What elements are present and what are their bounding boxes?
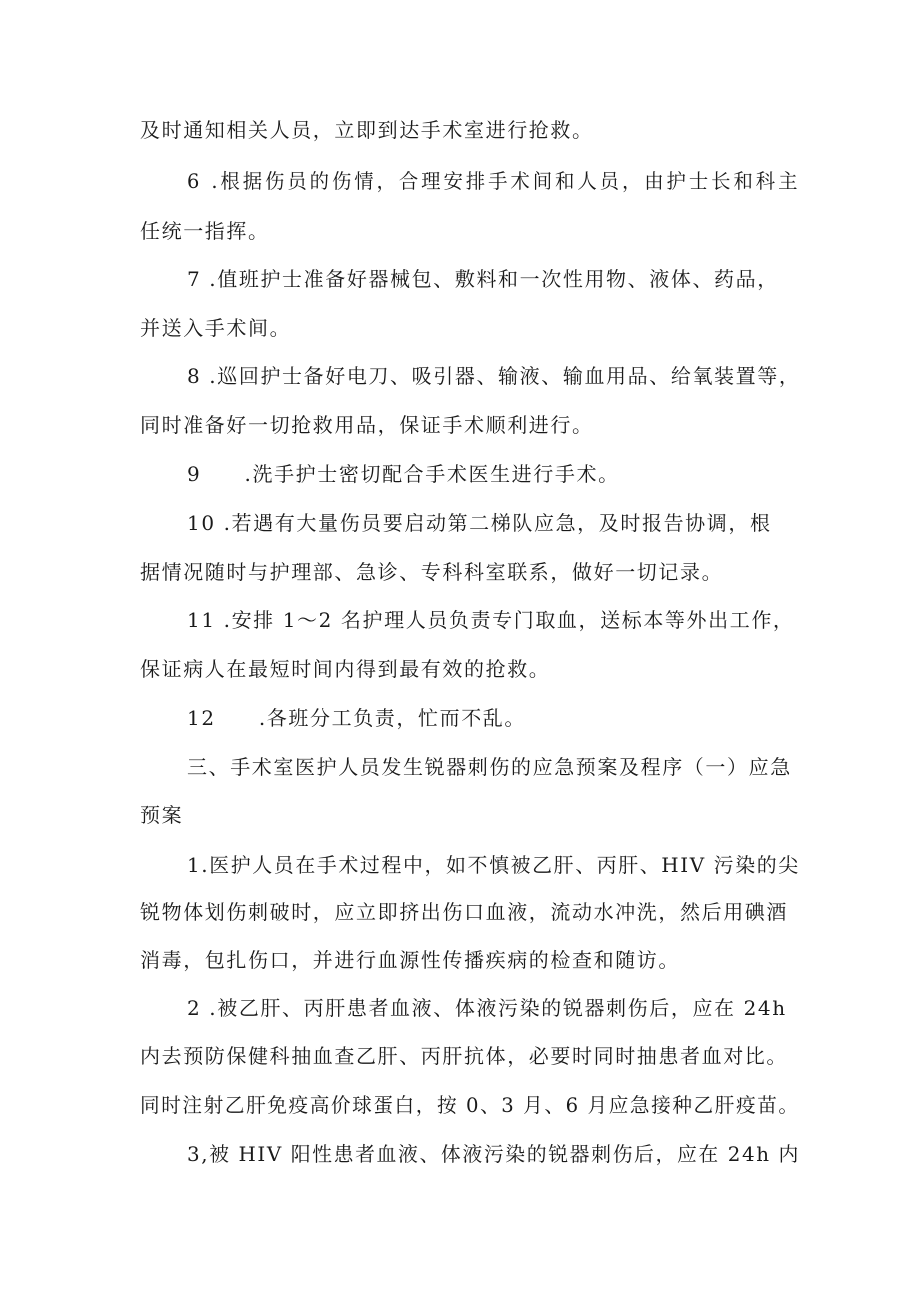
text-line: 及时通知相关人员，立即到达手术室进行抢救。 bbox=[140, 118, 594, 142]
text-line: 8 .巡回护士备好电刀、吸引器、输液、输血用品、给氧装置等， bbox=[187, 364, 801, 388]
text-line: 10 .若遇有大量伤员要启动第二梯队应急，及时报告协调，根 bbox=[187, 511, 772, 535]
text-line: 11 .安排 1～2 名护理人员负责专门取血，送标本等外出工作， bbox=[187, 608, 795, 632]
text-line: 9 .洗手护士密切配合手术医生进行手术。 bbox=[187, 462, 620, 486]
text-line: 6 .根据伤员的伤情，合理安排手术间和人员，由护士长和科主 bbox=[187, 169, 801, 193]
text-line: 1.医护人员在手术过程中，如不慎被乙肝、丙肝、HIV 污染的尖 bbox=[187, 853, 800, 877]
text-line: 同时注射乙肝免疫高价球蛋白，按 0、3 月、6 月应急接种乙肝疫苗。 bbox=[140, 1093, 800, 1117]
text-line: 7 .值班护士准备好器械包、敷料和一次性用物、液体、药品， bbox=[187, 267, 779, 291]
text-line: 任统一指挥。 bbox=[140, 219, 270, 243]
text-line: 消毒，包扎伤口，并进行血源性传播疾病的检查和随访。 bbox=[140, 948, 680, 972]
text-line: 同时准备好一切抢救用品，保证手术顺利进行。 bbox=[140, 413, 594, 437]
text-line: 2 .被乙肝、丙肝患者血液、体液污染的锐器刺伤后，应在 24h bbox=[187, 996, 787, 1020]
text-line: 内去预防保健科抽血查乙肝、丙肝抗体，必要时同时抽患者血对比。 bbox=[140, 1044, 788, 1068]
text-line: 12 .各班分工负责，忙而不乱。 bbox=[187, 706, 527, 730]
text-line: 锐物体划伤刺破时，应立即挤出伤口血液，流动水冲洗，然后用碘酒 bbox=[140, 900, 788, 924]
text-line: 据情况随时与护理部、急诊、专科科室联系，做好一切记录。 bbox=[140, 560, 724, 584]
text-line: 保证病人在最短时间内得到最有效的抢救。 bbox=[140, 657, 551, 681]
section-heading-continued: 预案 bbox=[140, 803, 184, 827]
section-heading: 三、手术室医护人员发生锐器刺伤的应急预案及程序（一）应急 bbox=[187, 755, 792, 779]
text-line: 3,被 HIV 阳性患者血液、体液污染的锐器刺伤后，应在 24h 内 bbox=[187, 1142, 801, 1166]
text-line: 并送入手术间。 bbox=[140, 316, 292, 340]
